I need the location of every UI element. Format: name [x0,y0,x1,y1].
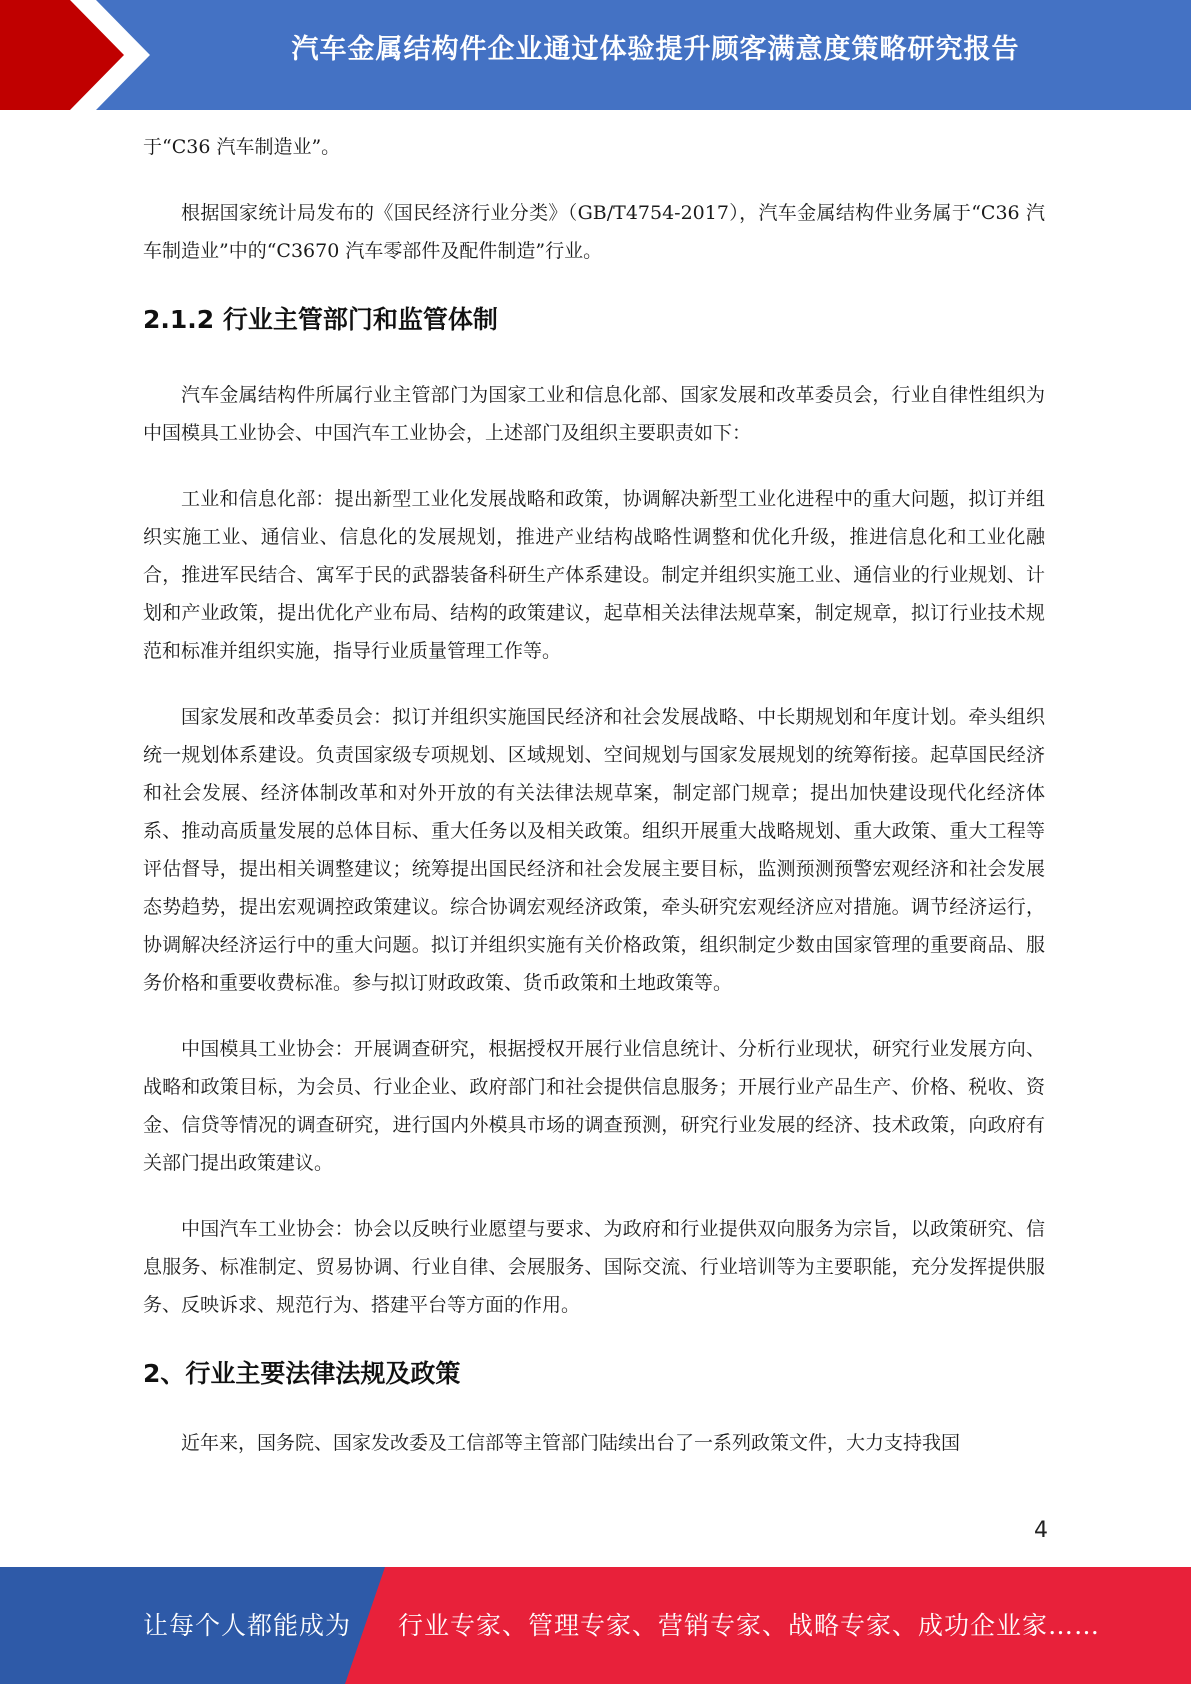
paragraph: 中国汽车工业协会：协会以反映行业愿望与要求、为政府和行业提供双向服务为宗旨，以政策研究、信息服务、标准制定、贸易协调、行业自律、会展服务、国际交流、行业培训等为主要职能，充分发挥提供服务、反映诉求、规范行为、搭建平台等方面的作用。 [143,1218,1045,1316]
page-body [143,128,1045,1462]
paragraph: 近年来，国务院、国家发改委及工信部等主管部门陆续出台了一系列政策文件，大力支持我国 [181,1432,961,1454]
footer-slogan-right: 行业专家、管理专家、营销专家、战略专家、成功企业家…… [398,1611,1101,1640]
paragraph: 根据国家统计局发布的《国民经济行业分类》（GB/T4754-2017），汽车金属结构件业务属于“C36 汽车制造业”中的“C3670 汽车零部件及配件制造”行业。 [143,202,1045,262]
paragraph: 于“C36 汽车制造业”。 [143,136,341,158]
paragraph: 中国模具工业协会：开展调查研究，根据授权开展行业信息统计、分析行业现状，研究行业发展方向、战略和政策目标，为会员、行业企业、政府部门和社会提供信息服务；开展行业产品生产、价格、税收、资金、信贷等情况的调查研究，进行国内外模具市场的调查预测，研究行业发展的经济、技术政策，向政府有关部门提出政策建议。 [143,1038,1045,1174]
paragraph: 汽车金属结构件所属行业主管部门为国家工业和信息化部、国家发展和改革委员会，行业自律性组织为中国模具工业协会、中国汽车工业协会，上述部门及组织主要职责如下： [143,384,1045,444]
section-heading: 2、行业主要法律法规及政策 [143,1359,461,1388]
footer-slogan-left: 让每个人都能成为 [143,1611,352,1640]
page-footer [0,1567,1191,1684]
page-header [0,0,1191,110]
report-title: 汽车金属结构件企业通过体验提升顾客满意度策略研究报告 [291,34,1020,65]
paragraph: 工业和信息化部：提出新型工业化发展战略和政策，协调解决新型工业化进程中的重大问题，拟订并组织实施工业、通信业、信息化的发展规划，推进产业结构战略性调整和优化升级，推进信息化和工业化融合，推进军民结合、寓军于民的武器装备科研生产体系建设。制定并组织实施工业、通信业的行业规划、计划和产业政策，提出优化产业布局、结构的政策建议，起草相关法律法规草案，制定规章，拟订行业技术规范和标准并组织实施，指导行业质量管理工作等。 [143,488,1045,662]
section-heading: 2.1.2 行业主管部门和监管体制 [143,305,498,334]
paragraph: 国家发展和改革委员会：拟订并组织实施国民经济和社会发展战略、中长期规划和年度计划。牵头组织统一规划体系建设。负责国家级专项规划、区域规划、空间规划与国家发展规划的统筹衔接。起草国民经济和社会发展、经济体制改革和对外开放的有关法律法规草案，制定部门规章；提出加快建设现代化经济体系、推动高质量发展的总体目标、重大任务以及相关政策。组织开展重大战略规划、重大政策、重大工程等评估督导，提出相关调整建议；统筹提出国民经济和社会发展主要目标，监测预测预警宏观经济和社会发展态势趋势，提出宏观调控政策建议。综合协调宏观经济政策，牵头研究宏观经济应对措施。调节经济运行，协调解决经济运行中的重大问题。拟订并组织实施有关价格政策，组织制定少数由国家管理的重要商品、服务价格和重要收费标准。参与拟订财政政策、货币政策和土地政策等。 [143,706,1045,994]
page-number: 4 [1034,1518,1048,1543]
header-arrow-icon [0,0,160,110]
